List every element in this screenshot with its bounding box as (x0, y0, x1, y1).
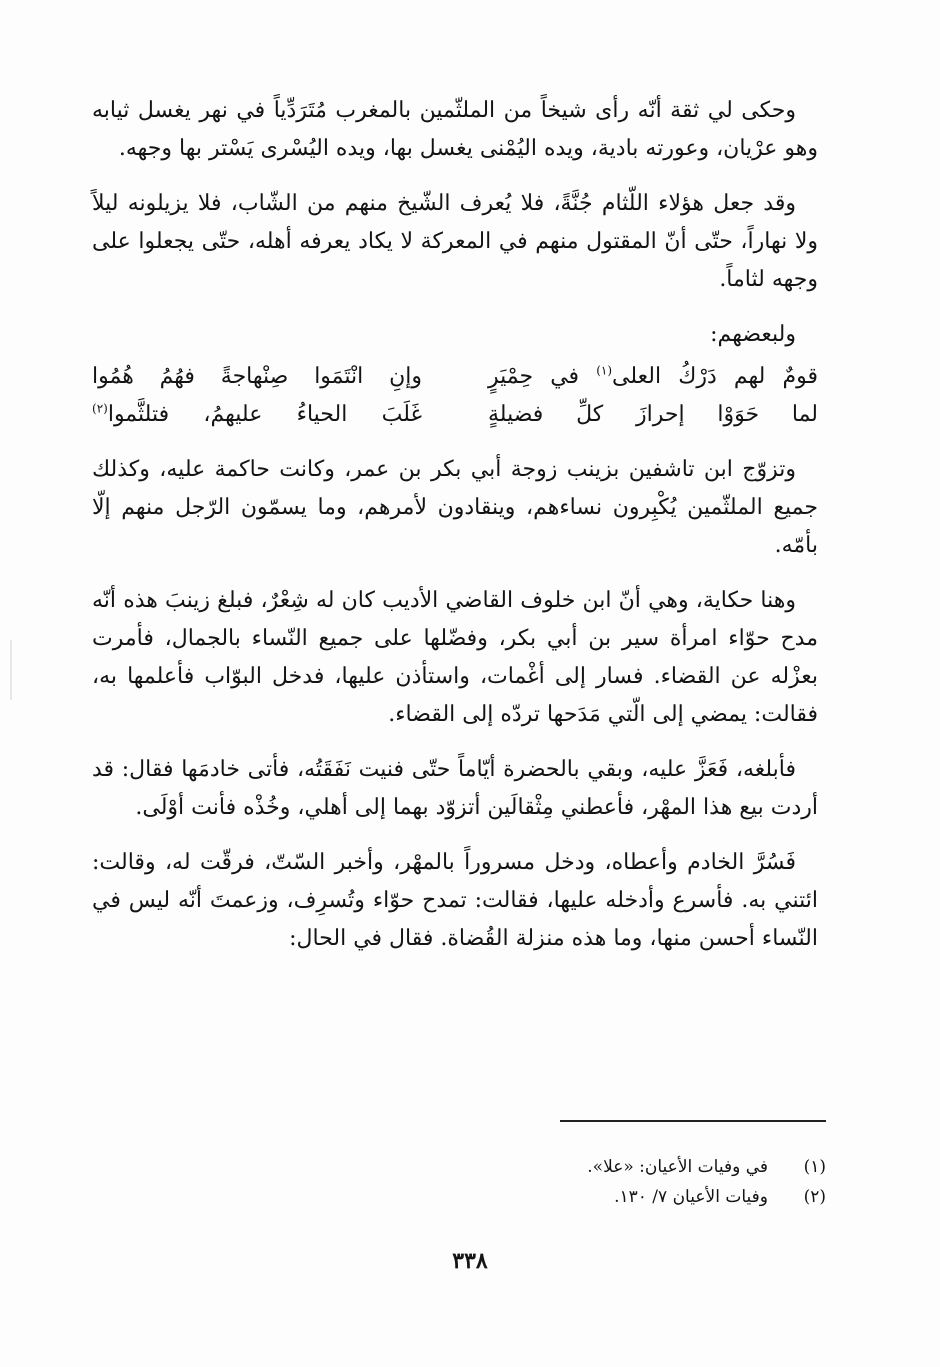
verse-line-1 (92, 358, 818, 396)
footnote-2 (400, 1182, 826, 1212)
paragraph-1: وحكى لي ثقة أنّه رأى شيخاً من الملثّمين بالمغرب مُتَرَدِّياً في نهر يغسل ثيابه وهو عرْيان، وعورته بادية، ويده اليُمْنى يغسل بها، ويده اليُسْرى يَسْتر بها وجهه. (92, 98, 818, 161)
footnote-ref-1: (١) (596, 363, 613, 378)
verse-2-second-hemistich: غَلَبَ الحياءُ عليهمُ، فتلثَّموا$^{(٢)}$ (92, 401, 422, 427)
footnotes (400, 1152, 826, 1212)
page-number: ٣٣٨ (452, 1248, 488, 1274)
verse-1-first-hemistich: قومٌ لهم دَرْكُ العلى$^{(١)}$ في حِمْيَرٍ (488, 363, 818, 389)
verse-line-2 (92, 396, 818, 434)
paragraph-5: فأبلغه، فَعَزَّ عليه، وبقي بالحضرة أيّاماً حتّى فنيت نَفَقَتُه، فأتى خادمَها فقال: قد أردت بيع هذا المهْر، فأعطني مِثْقالَين أتزوّد بهما إلى أهلي، وخُذْه فأنت أوْلَى. (92, 757, 818, 820)
footnote-separator (560, 1120, 826, 1122)
main-text (92, 92, 818, 975)
scan-margin-mark (10, 640, 12, 700)
paragraph-3: وتزوّج ابن تاشفين بزينب زوجة أبي بكر بن عمر، وكانت حاكمة عليه، وكذلك جميع الملثّمين يُكْبِرون نساءهم، وينقادون لأمرهم، وما يسمّون الرّجل منهم إلّا بأمّه. (92, 457, 818, 558)
poem (92, 358, 818, 434)
footnote-number: (٢) (803, 1187, 826, 1207)
footnote-text: في وفيات الأعيان: «علا». (587, 1157, 768, 1177)
verse-2-first-hemistich: لما حَوَوْا إحرازَ كلِّ فضيلةٍ (488, 402, 818, 427)
paragraph-6: فَسُرَّ الخادم وأعطاه، ودخل مسروراً بالمهْر، وأخبر السّتّ، فرقّت له، وقالت: ائتني به. فأسرع وأدخله عليها، فقالت: تمدح حوّاء وتُسرِف، وزعمتَ أنّه ليس في النّساء أحسن منها، وما هذه منزلة القُضاة. فقال في الحال: (92, 850, 818, 951)
verse-intro: ولبعضهم: (710, 322, 796, 347)
paragraph-4: وهنا حكاية، وهي أنّ ابن خلوف القاضي الأديب كان له شِعْرٌ، فبلغ زينبَ هذه أنّه مدح حوّاء امرأة سير بن أبي بكر، وفضّلها على جميع النّساء بالجمال، فأمرت بعزْله عن القضاء. فسار إلى أغْمات، واستأذن عليها، فدخل البوّاب فأعلمها به، فقالت: يمضي إلى الّتي مَدَحها تردّه إلى القضاء. (92, 588, 818, 727)
footnote-ref-2: (٢) (92, 401, 108, 416)
paragraph-2: وقد جعل هؤلاء اللّثام جُنَّةً، فلا يُعرف الشّيخ منهم من الشّاب، فلا يزيلونه ليلاً ولا نهاراً، حتّى أنّ المقتول منهم في المعركة لا يكاد يعرفه أهله، حتّى يجعلوا على وجهه لثاماً. (92, 191, 818, 292)
verse-1-second-hemistich: وإنِ انْتَمَوا صِنْهاجةً فهُمُ هُمُوا (92, 364, 422, 389)
footnote-1 (400, 1152, 826, 1182)
footnote-text: وفيات الأعيان ٧/ ١٣٠. (614, 1187, 768, 1207)
footnote-number: (١) (803, 1157, 826, 1177)
